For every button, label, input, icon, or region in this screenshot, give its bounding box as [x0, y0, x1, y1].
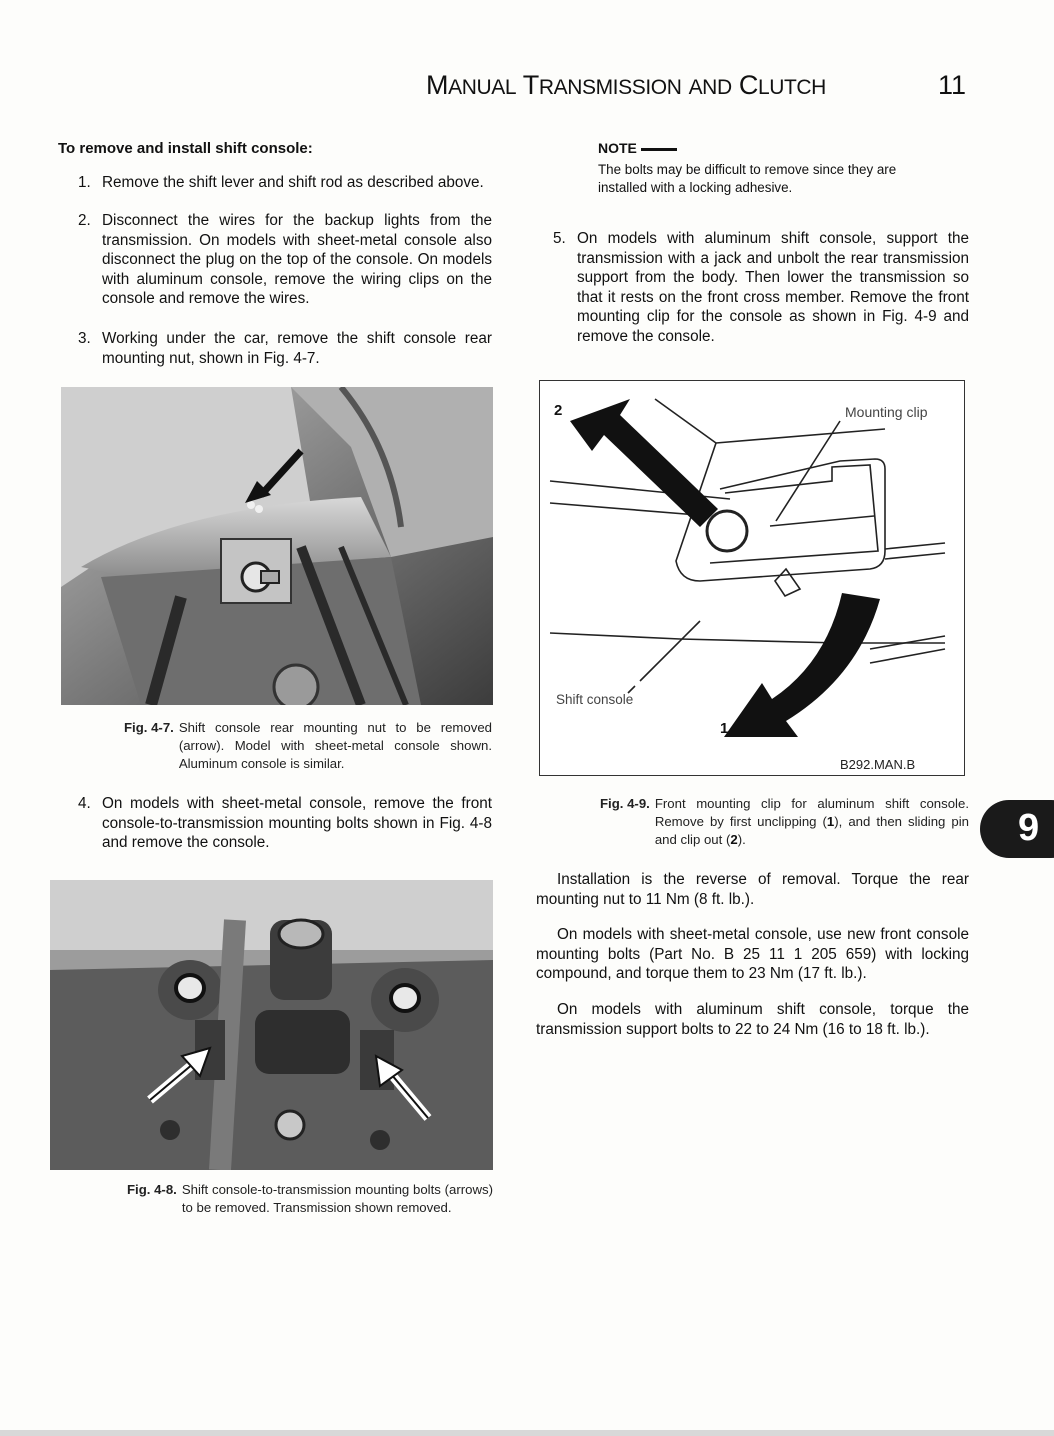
step-3: 3. Working under the car, remove the shift console rear mounting nut, shown in Fig. 4-7.: [78, 330, 492, 367]
photo-rear-mounting-nut: [61, 387, 493, 705]
note-label: NOTE: [598, 140, 677, 156]
step-1: 1. Remove the shift lever and shift rod as described above.: [78, 174, 484, 191]
clip-diagram: [539, 380, 965, 776]
section-heading: To remove and install shift console:: [58, 140, 313, 157]
fig-4-7-caption: Fig. 4-7. Shift console rear mounting nut to be removed (arrow). Model with sheet-metal console shown. Aluminum console is similar.: [124, 720, 492, 771]
step-4: 4. On models with sheet-metal console, remove the front console-to-transmission mounting bolts shown in Fig. 4-8 and remove the console.: [78, 795, 492, 852]
paragraph-installation: Installation is the reverse of removal. Torque the rear mounting nut to 11 Nm (8 ft. lb.).: [536, 871, 969, 908]
paragraph-aluminum: On models with aluminum shift console, torque the transmission support bolts to 22 to 24 Nm (16 to 18 ft. lb.).: [536, 1001, 969, 1038]
step-5: 5. On models with aluminum shift console, support the transmission with a jack and unbolt the rear transmission support from the body. Then lower the transmission so that it rests on the front cross member. Remove the front mounting clip for the console as shown in Fig. 4-9 and remove the console.: [553, 230, 969, 345]
chapter-tab: 9: [980, 800, 1054, 858]
mounting-clip-label: Mounting clip: [845, 404, 928, 420]
clip-diagram-drawing: [540, 381, 964, 775]
diagram-label-2: 2: [554, 402, 563, 419]
shift-console-label: Shift console: [556, 692, 634, 707]
photo-mounting-bolts: [50, 880, 493, 1170]
step-2: 2. Disconnect the wires for the backup lights from the transmission. On models with sheet-metal console also disconnect the plug on the top of the console. On models with aluminum console, remove the wiring clips on the console and remove the wires.: [78, 212, 492, 308]
page-title: MANUAL TRANSMISSION AND CLUTCH: [426, 70, 826, 100]
paragraph-sheet-metal: On models with sheet-metal console, use new front console mounting bolts (Part No. B 25 11 1 205 659) with locking compound, and torque them to 23 Nm (17 ft. lb.).: [536, 926, 969, 983]
photo-mounting-bolts-illustration: [50, 880, 493, 1170]
fig-4-8-caption: Fig. 4-8. Shift console-to-transmission mounting bolts (arrows) to be removed. Transmission shown removed.: [127, 1182, 493, 1215]
diagram-code: B292.MAN.B: [840, 757, 916, 772]
bottom-edge: [0, 1430, 1054, 1436]
diagram-label-1: 1: [720, 720, 729, 737]
page-number: 11: [938, 70, 967, 100]
fig-4-9-caption: Fig. 4-9. Front mounting clip for aluminum shift console. Remove by first unclipping (1), and then sliding pin and clip out (2).: [600, 796, 969, 847]
note-text: The bolts may be difficult to remove since they are installed with a locking adhesive.: [598, 162, 897, 195]
photo-rear-nut-illustration: [61, 387, 493, 705]
